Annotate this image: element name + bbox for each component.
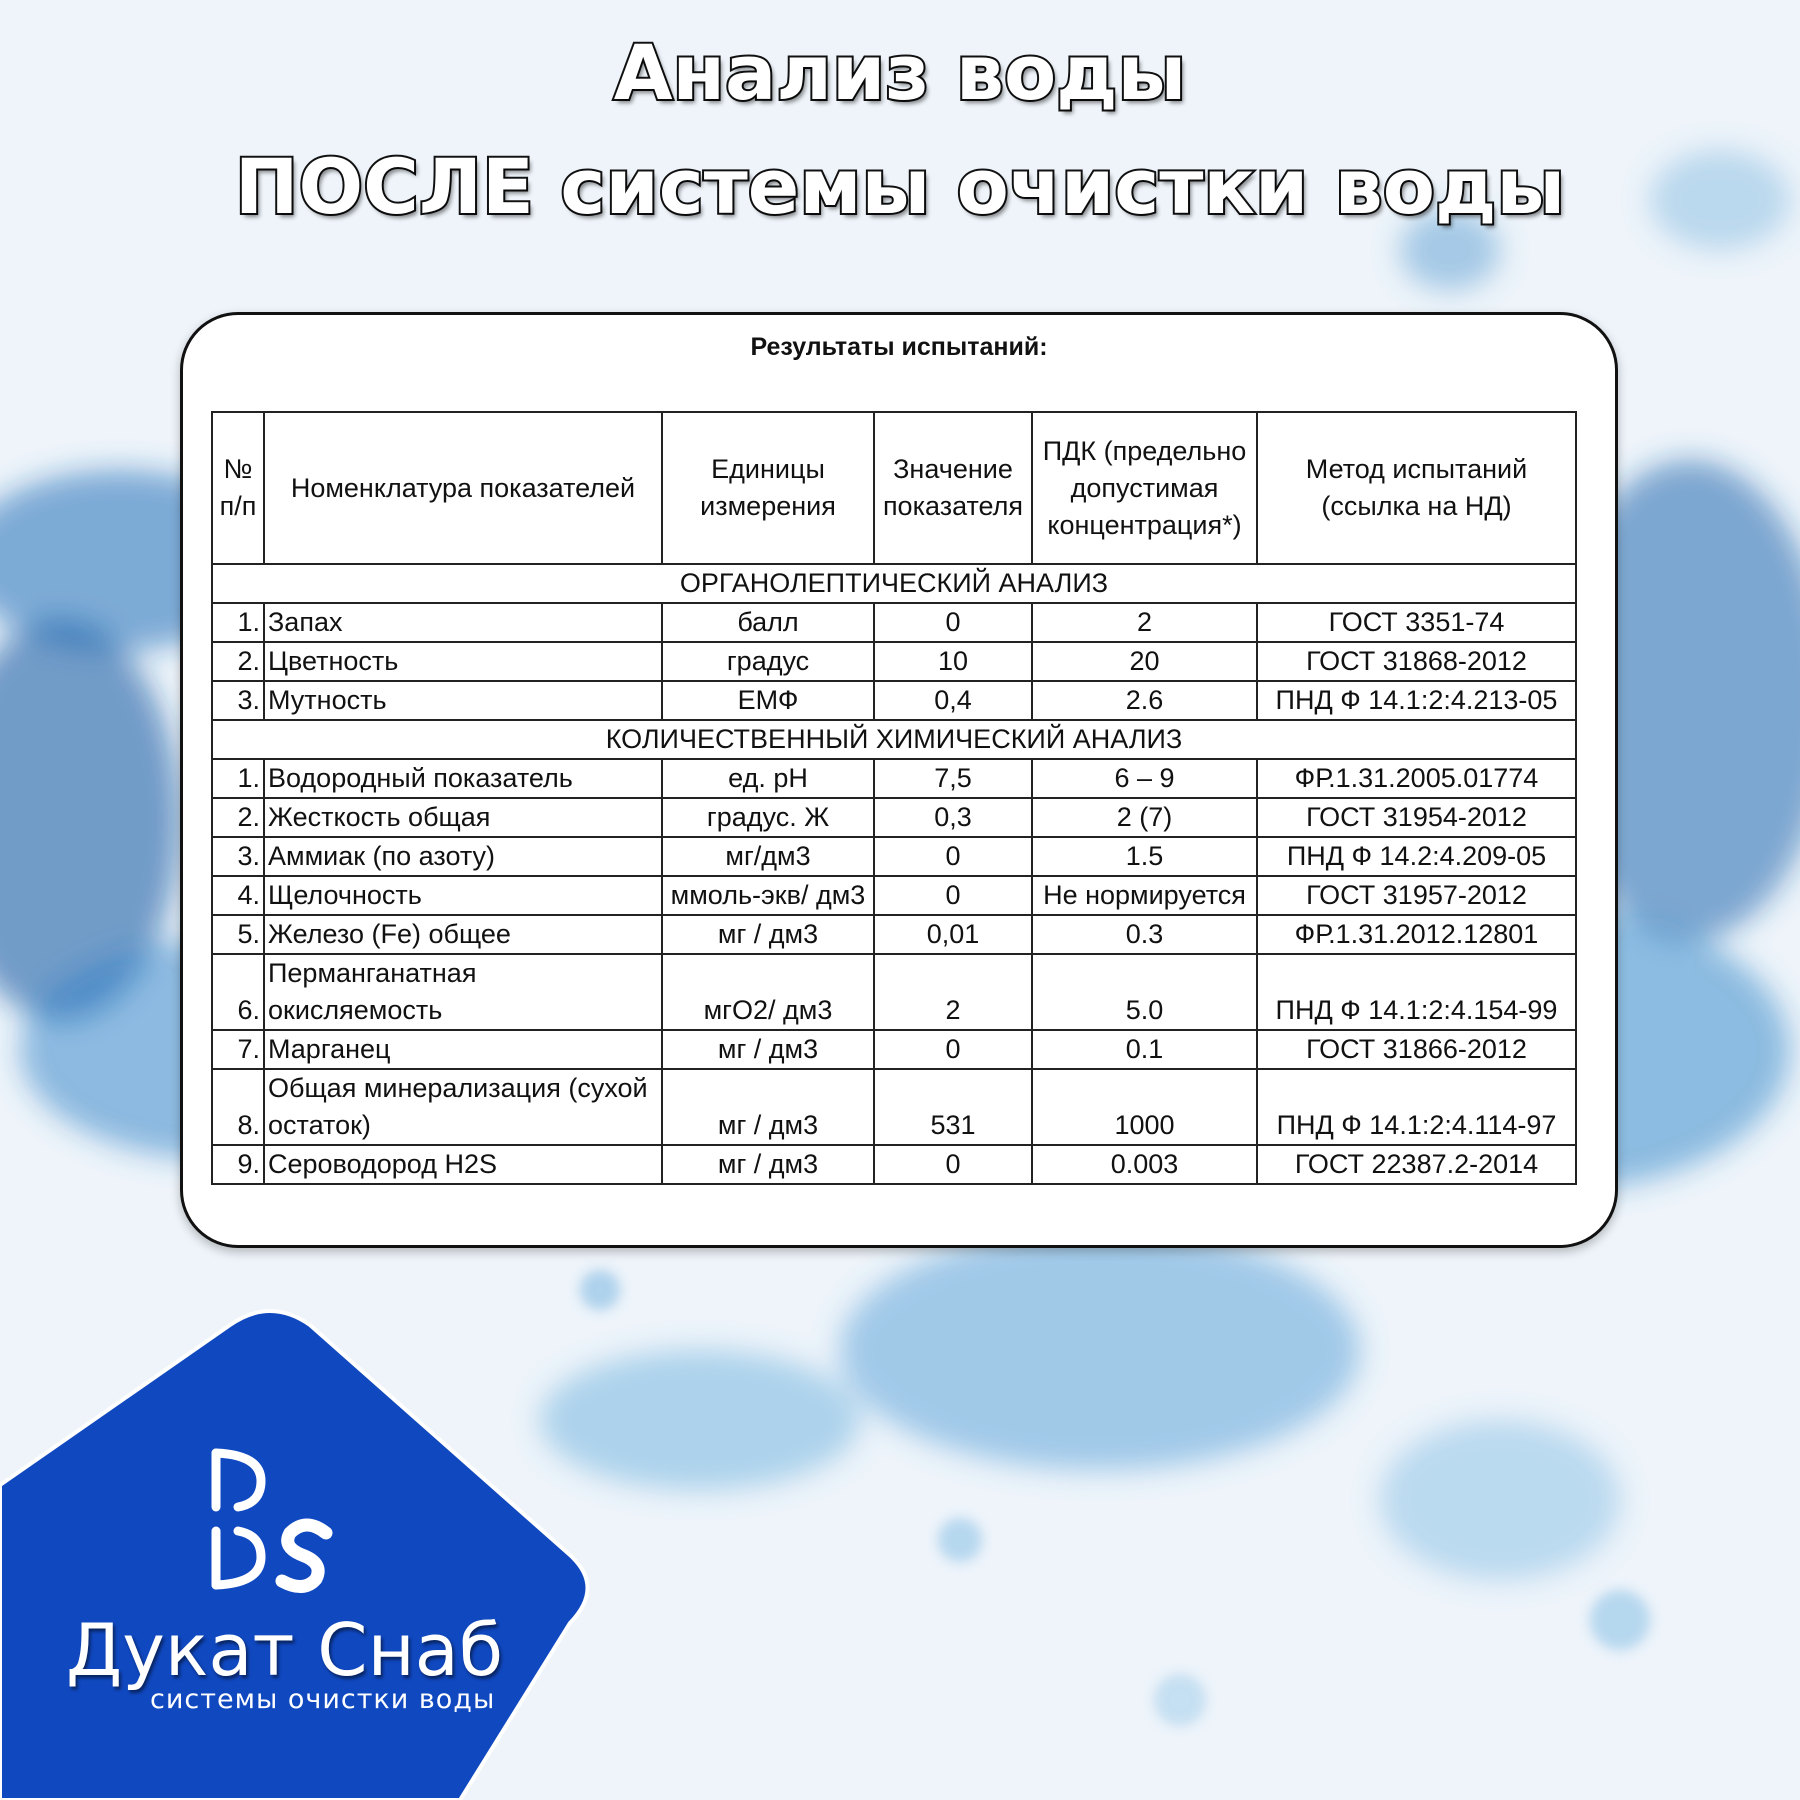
- cell-method: ГОСТ 31868-2012: [1257, 642, 1576, 681]
- cell-name: Щелочность: [264, 876, 662, 915]
- cell-mac: 1000: [1032, 1069, 1257, 1145]
- cell-method: ПНД Ф 14.1:2:4.213-05: [1257, 681, 1576, 720]
- cell-method: ПНД Ф 14.2:4.209-05: [1257, 837, 1576, 876]
- brand-name: Дукат Снаб: [66, 1608, 504, 1692]
- table-row: [212, 1145, 1576, 1184]
- section-row: [212, 564, 1576, 603]
- cell-value: 0,01: [874, 915, 1032, 954]
- cell-units: градус. Ж: [662, 798, 874, 837]
- cell-mac: 0.003: [1032, 1145, 1257, 1184]
- cell-name: Запах: [264, 603, 662, 642]
- results-table: [211, 411, 1577, 1185]
- results-heading: Результаты испытаний:: [750, 333, 1048, 361]
- cell-name: Цветность: [264, 642, 662, 681]
- cell-mac: 6 – 9: [1032, 759, 1257, 798]
- cell-method: ГОСТ 31866-2012: [1257, 1030, 1576, 1069]
- cell-value: 0: [874, 876, 1032, 915]
- cell-mac: 0.3: [1032, 915, 1257, 954]
- cell-mac: 2.6: [1032, 681, 1257, 720]
- col-header-name: Номенклатура показателей: [264, 412, 662, 564]
- cell-method: ПНД Ф 14.1:2:4.154-99: [1257, 954, 1576, 1030]
- table-row: [212, 603, 1576, 642]
- table-row: [212, 1030, 1576, 1069]
- cell-units: ЕМФ: [662, 681, 874, 720]
- cell-mac: 5.0: [1032, 954, 1257, 1030]
- cell-units: мг/дм3: [662, 837, 874, 876]
- cell-name: Сероводород H2S: [264, 1145, 662, 1184]
- cell-value: 531: [874, 1069, 1032, 1145]
- cell-name: Железо (Fe) общее: [264, 915, 662, 954]
- cell-number: 9.: [212, 1145, 264, 1184]
- cell-number: 2.: [212, 798, 264, 837]
- cell-number: 3.: [212, 681, 264, 720]
- table-row: [212, 837, 1576, 876]
- cell-value: 10: [874, 642, 1032, 681]
- cell-mac: 20: [1032, 642, 1257, 681]
- cell-value: 0: [874, 603, 1032, 642]
- brand-tagline: системы очистки воды: [150, 1684, 496, 1715]
- cell-mac: 0.1: [1032, 1030, 1257, 1069]
- cell-value: 0,3: [874, 798, 1032, 837]
- cell-number: 5.: [212, 915, 264, 954]
- table-row: [212, 1069, 1576, 1145]
- table-row: [212, 798, 1576, 837]
- col-header-number: № п/п: [212, 412, 264, 564]
- results-card: [180, 312, 1618, 1248]
- section-row: [212, 720, 1576, 759]
- cell-name: Общая минерализация (сухой остаток): [264, 1069, 662, 1145]
- ds-logo-icon: [206, 1445, 336, 1595]
- cell-method: ФР.1.31.2005.01774: [1257, 759, 1576, 798]
- cell-mac: 2: [1032, 603, 1257, 642]
- cell-number: 7.: [212, 1030, 264, 1069]
- cell-method: ГОСТ 22387.2-2014: [1257, 1145, 1576, 1184]
- cell-name: Мутность: [264, 681, 662, 720]
- col-header-mac: ПДК (предельно допустимая концентрация*): [1032, 412, 1257, 564]
- section-organoleptic: ОРГАНОЛЕПТИЧЕСКИЙ АНАЛИЗ: [212, 564, 1576, 603]
- cell-units: ед. pH: [662, 759, 874, 798]
- cell-value: 0,4: [874, 681, 1032, 720]
- cell-value: 7,5: [874, 759, 1032, 798]
- col-header-value: Значение показателя: [874, 412, 1032, 564]
- cell-units: балл: [662, 603, 874, 642]
- cell-method: ГОСТ 3351-74: [1257, 603, 1576, 642]
- cell-method: ФР.1.31.2012.12801: [1257, 915, 1576, 954]
- cell-units: мг / дм3: [662, 1145, 874, 1184]
- table-row: [212, 759, 1576, 798]
- cell-number: 8.: [212, 1069, 264, 1145]
- cell-units: градус: [662, 642, 874, 681]
- cell-units: ммоль-экв/ дм3: [662, 876, 874, 915]
- cell-method: ГОСТ 31957-2012: [1257, 876, 1576, 915]
- cell-units: мг / дм3: [662, 1069, 874, 1145]
- cell-value: 2: [874, 954, 1032, 1030]
- cell-name: Перманганатная окисляемость: [264, 954, 662, 1030]
- cell-number: 1.: [212, 759, 264, 798]
- table-row: [212, 915, 1576, 954]
- cell-units: мгО2/ дм3: [662, 954, 874, 1030]
- title-line-1: Анализ воды: [613, 28, 1187, 117]
- col-header-method: Метод испытаний (ссылка на НД): [1257, 412, 1576, 564]
- cell-number: 3.: [212, 837, 264, 876]
- cell-value: 0: [874, 1030, 1032, 1069]
- cell-number: 4.: [212, 876, 264, 915]
- cell-name: Аммиак (по азоту): [264, 837, 662, 876]
- section-chemical: КОЛИЧЕСТВЕННЫЙ ХИМИЧЕСКИЙ АНАЛИЗ: [212, 720, 1576, 759]
- cell-name: Жесткость общая: [264, 798, 662, 837]
- cell-mac: Не нормируется: [1032, 876, 1257, 915]
- table-row: [212, 681, 1576, 720]
- cell-name: Марганец: [264, 1030, 662, 1069]
- cell-value: 0: [874, 1145, 1032, 1184]
- cell-mac: 1.5: [1032, 837, 1257, 876]
- cell-number: 6.: [212, 954, 264, 1030]
- cell-units: мг / дм3: [662, 1030, 874, 1069]
- table-row: [212, 876, 1576, 915]
- cell-value: 0: [874, 837, 1032, 876]
- cell-method: ПНД Ф 14.1:2:4.114-97: [1257, 1069, 1576, 1145]
- table-row: [212, 642, 1576, 681]
- cell-number: 1.: [212, 603, 264, 642]
- cell-method: ГОСТ 31954-2012: [1257, 798, 1576, 837]
- cell-name: Водородный показатель: [264, 759, 662, 798]
- title-line-2: ПОСЛЕ системы очистки воды: [234, 142, 1566, 231]
- cell-number: 2.: [212, 642, 264, 681]
- table-row: [212, 954, 1576, 1030]
- table-header-row: [212, 412, 1576, 564]
- cell-mac: 2 (7): [1032, 798, 1257, 837]
- cell-units: мг / дм3: [662, 915, 874, 954]
- col-header-units: Единицы измерения: [662, 412, 874, 564]
